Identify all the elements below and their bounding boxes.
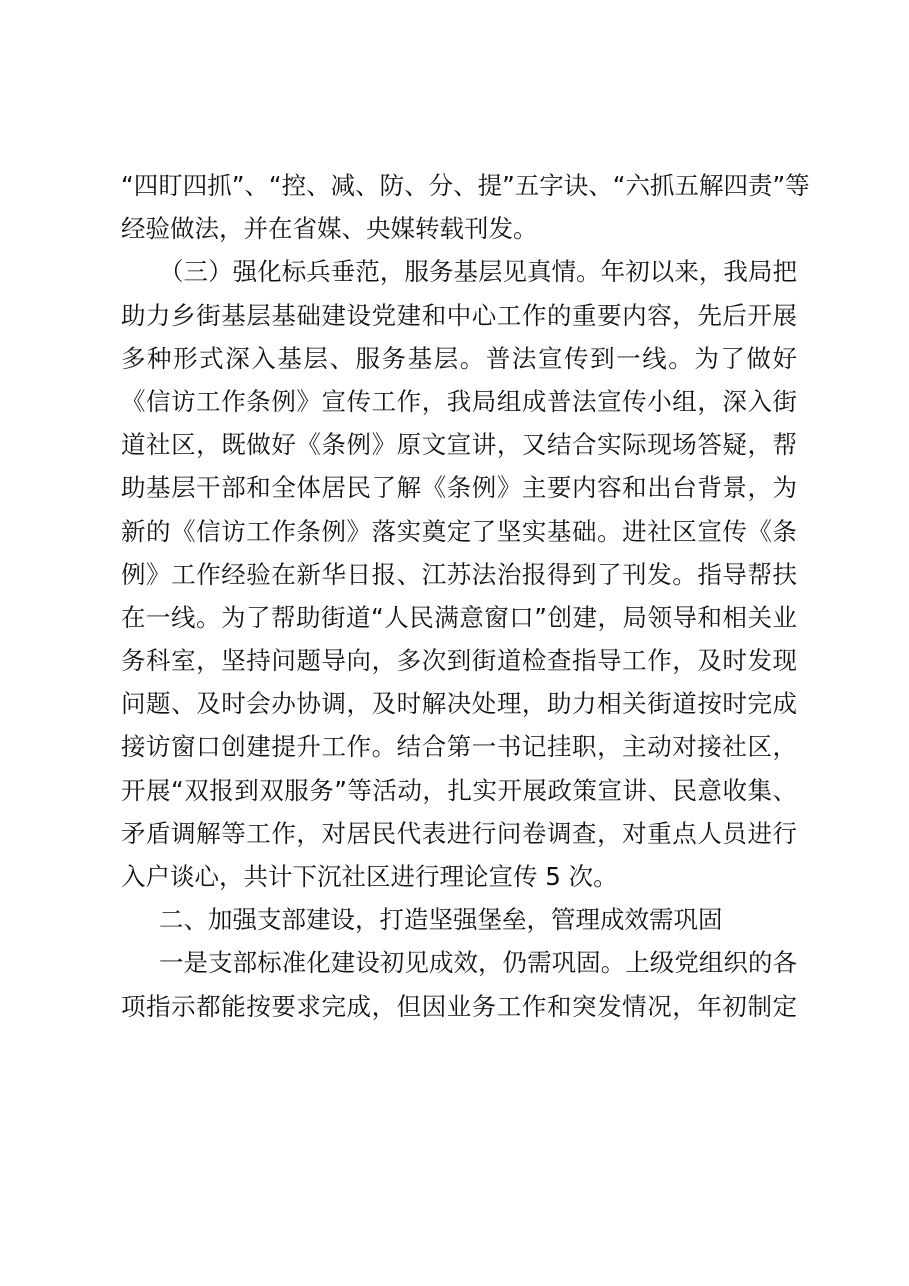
text-line: 道社区，既做好《条例》原文宣讲，又结合实际现场答疑，帮	[121, 430, 797, 460]
text-line: 入户谈心，共计下沉社区进行理论宣传 5 次。	[121, 862, 618, 891]
section-heading-line: （三）强化标兵垂范，服务基层见真情。年初以来，我局把	[159, 257, 797, 287]
text-line: 助力乡街基层基础建设党建和中心工作的重要内容，先后开展	[121, 300, 797, 330]
text-line: 一是支部标准化建设初见成效，仍需巩固。上级党组织的各	[159, 948, 797, 978]
text-line: 助基层干部和全体居民了解《条例》主要内容和出台背景，为	[121, 473, 797, 503]
text-line: 接访窗口创建提升工作。结合第一书记挂职，主动对接社区，	[121, 732, 797, 762]
text-line: 务科室，坚持问题导向，多次到街道检查指导工作，及时发现	[121, 646, 797, 676]
text-line: 例》工作经验在新华日报、江苏法治报得到了刊发。指导帮扶	[121, 559, 797, 589]
body-text	[121, 164, 810, 1028]
text-line: 问题、及时会办协调，及时解决处理，助力相关街道按时完成	[121, 689, 797, 719]
text-line: 在一线。为了帮助街道“人民满意窗口”创建，局领导和相关业	[121, 602, 797, 632]
text-line: 《信访工作条例》宣传工作，我局组成普法宣传小组，深入街	[121, 386, 797, 416]
text-line: 经验做法，并在省媒、央媒转载刊发。	[121, 214, 538, 244]
text-line: 多种形式深入基层、服务基层。普法宣传到一线。为了做好	[121, 343, 797, 373]
section-heading: 二、加强支部建设，打造坚强堡垒，管理成效需巩固	[159, 905, 723, 935]
text-line: 开展“双报到双服务”等活动，扎实开展政策宣讲、民意收集、	[121, 775, 797, 805]
text-line: 项指示都能按要求完成，但因业务工作和突发情况，年初制定	[121, 991, 797, 1021]
text-line: 矛盾调解等工作，对居民代表进行问卷调查，对重点人员进行	[121, 818, 797, 848]
text-line: “四盯四抓”、“控、减、防、分、提”五字诀、“六抓五解四责”等	[121, 171, 810, 200]
text-line: 新的《信访工作条例》落实奠定了坚实基础。进社区宣传《条	[121, 516, 797, 546]
